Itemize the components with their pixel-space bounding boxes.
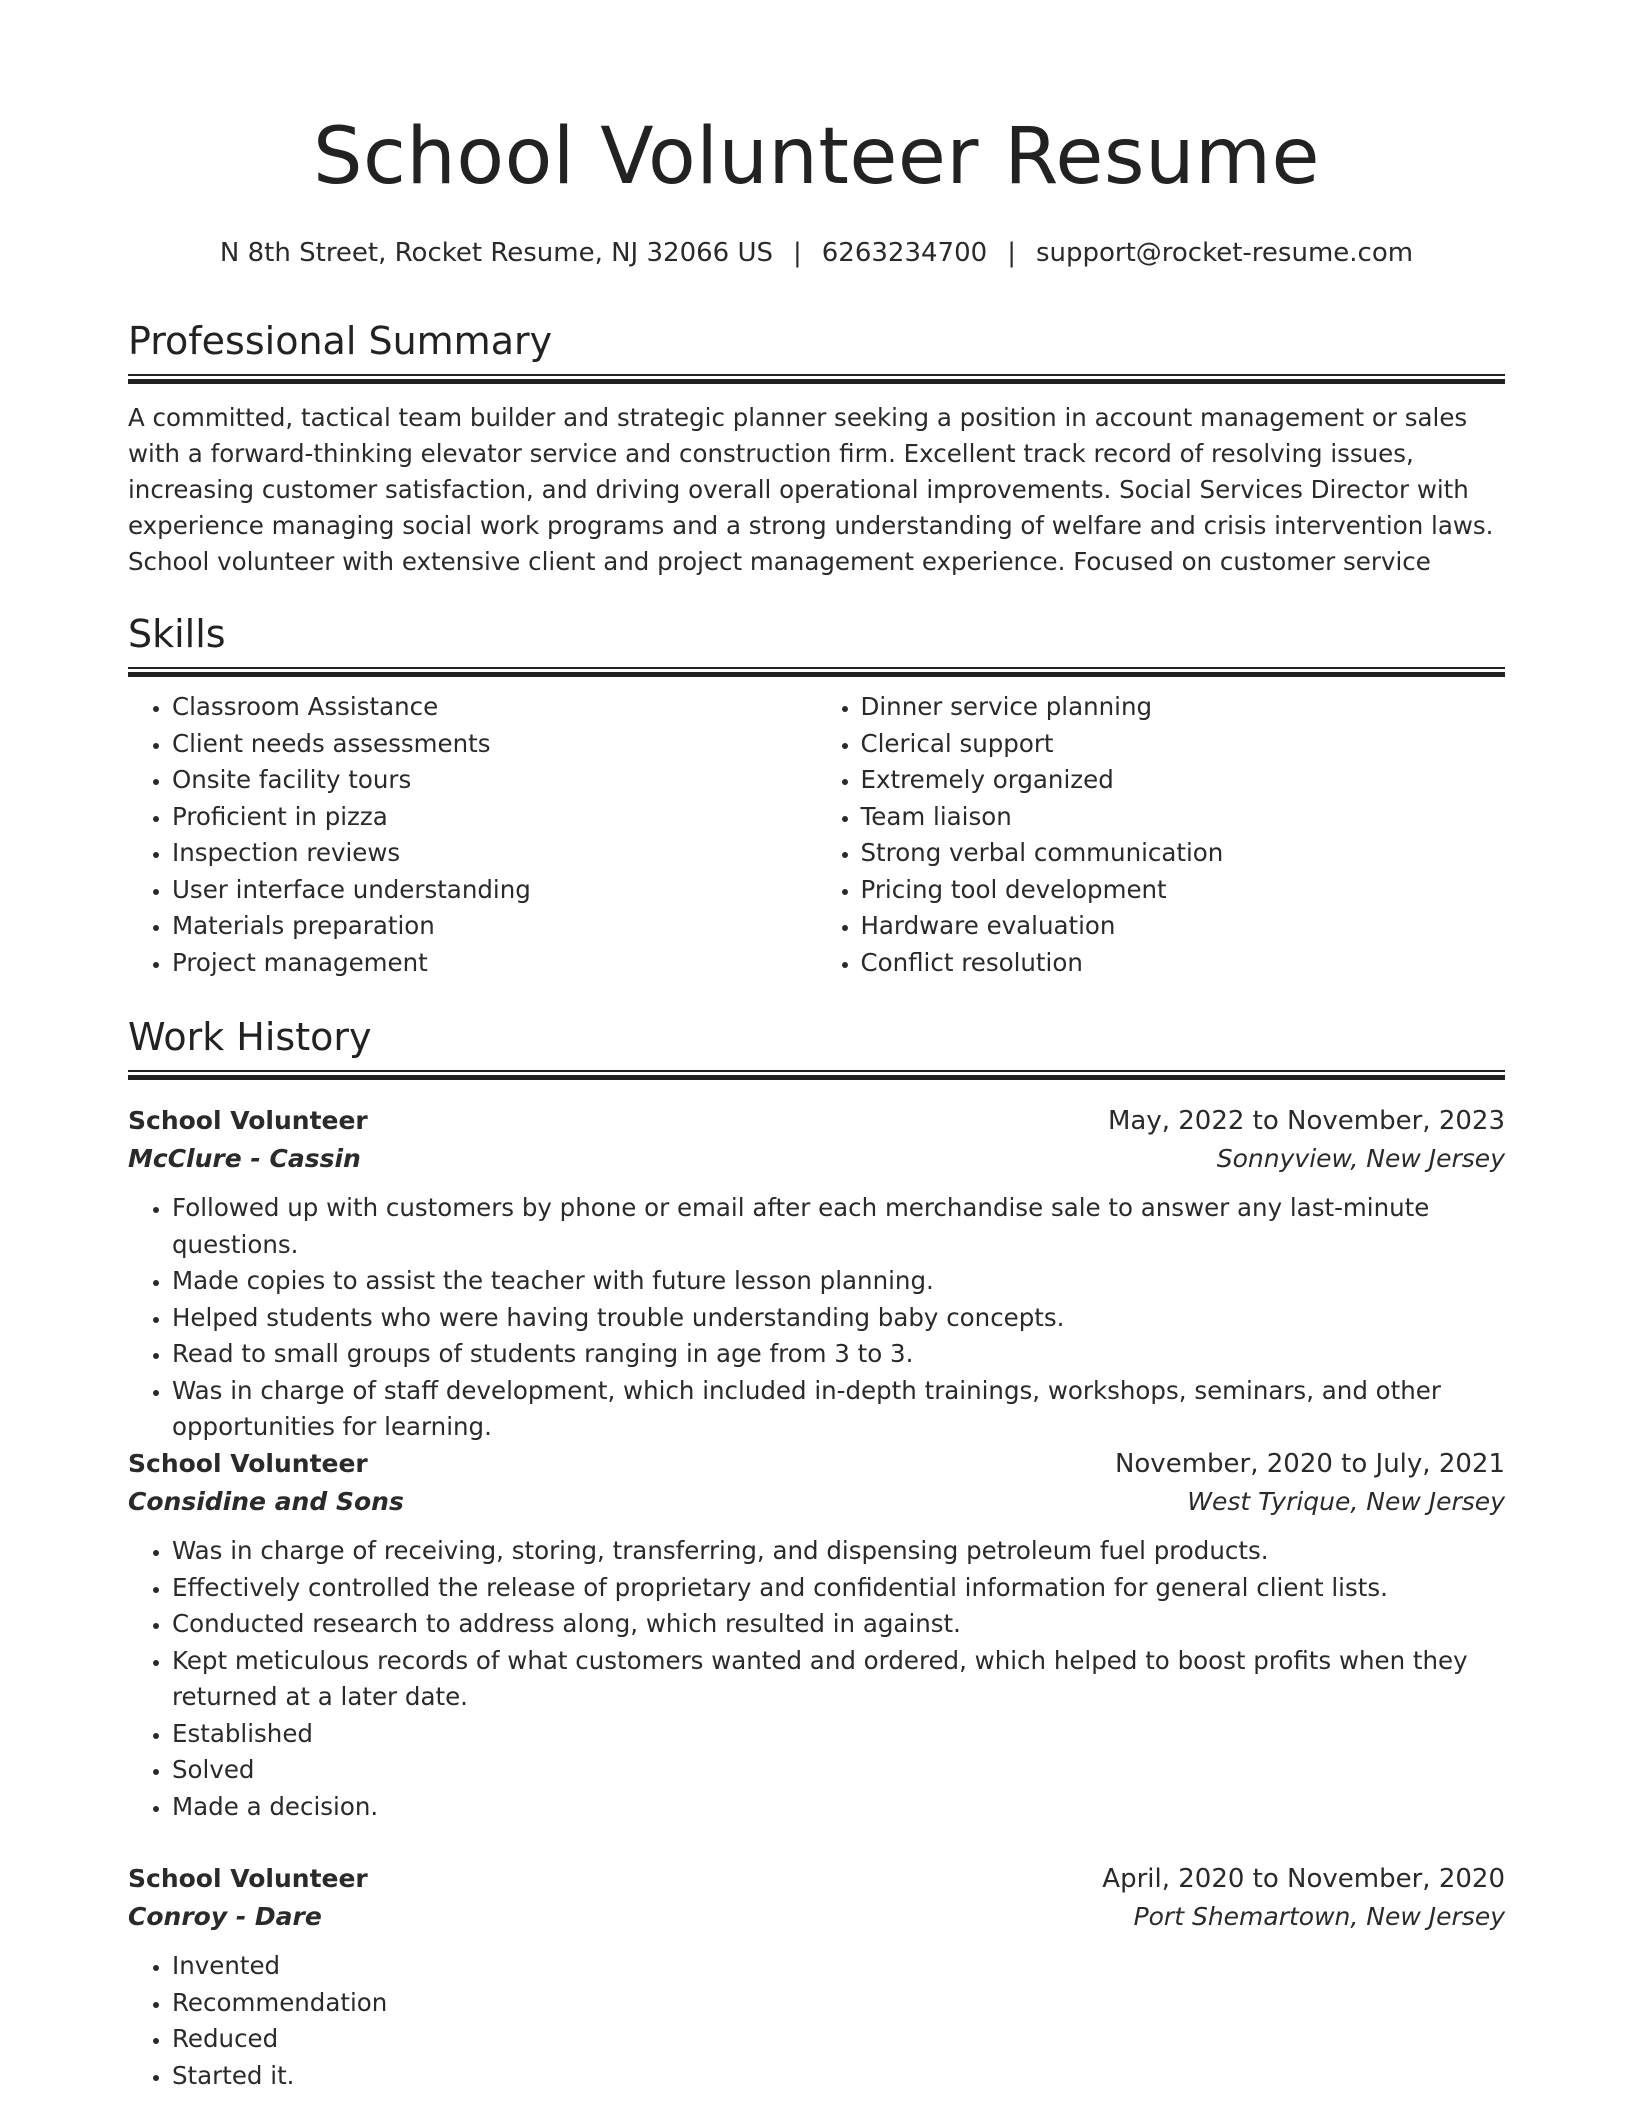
skills-section [128, 612, 1505, 981]
skill-item: • Hardware evaluation [861, 908, 1506, 945]
job-entry [128, 1445, 1505, 1825]
skill-item: • User interface understanding [172, 872, 817, 909]
job-entry [128, 1102, 1505, 1446]
contact-separator: | [793, 238, 802, 268]
skill-item: • Conflict resolution [861, 945, 1506, 982]
job-bullet: • Followed up with customers by phone or email after each merchandise sale to answer any last-minute questions. [172, 1190, 1505, 1263]
contact-address: N 8th Street, Rocket Resume, NJ 32066 US [219, 238, 773, 268]
job-dates: November, 2020 to July, 2021 [1114, 1449, 1505, 1479]
job-location: West Tyrique, New Jersey [1187, 1487, 1505, 1516]
job-location: Port Shemartown, New Jersey [1133, 1902, 1505, 1931]
job-location: Sonnyview, New Jersey [1216, 1144, 1505, 1173]
contact-line [128, 240, 1505, 266]
contact-phone: 6263234700 [821, 238, 988, 268]
job-entry [128, 1860, 1505, 2094]
job-bullet: • Made a decision. [172, 1789, 1505, 1826]
section-title-work-history: Work History [128, 1015, 372, 1059]
skill-item: • Dinner service planning [861, 689, 1506, 726]
summary-section [128, 319, 1505, 580]
job-bullets [128, 1190, 1505, 1446]
skill-item: • Team liaison [861, 799, 1506, 836]
job-title: School Volunteer [128, 1864, 368, 1893]
job-bullet: • Made copies to assist the teacher with future lesson planning. [172, 1263, 1505, 1300]
job-bullet: • Was in charge of receiving, storing, transferring, and dispensing petroleum fuel products. [172, 1533, 1505, 1570]
skill-item: • Onsite facility tours [172, 762, 817, 799]
job-dates: April, 2020 to November, 2020 [1102, 1864, 1505, 1894]
section-divider [128, 1070, 1505, 1080]
skill-item: • Classroom Assistance [172, 689, 817, 726]
job-bullet: • Kept meticulous records of what customers wanted and ordered, which helped to boost profits when they returned at a later date. [172, 1643, 1505, 1716]
job-company: McClure - Cassin [128, 1144, 361, 1173]
skills-list-left [128, 689, 817, 981]
job-bullets [128, 1533, 1505, 1825]
contact-separator: | [1007, 238, 1016, 268]
section-divider [128, 667, 1505, 677]
job-bullet: • Recommendation [172, 1985, 1505, 2022]
job-subheader-row [128, 1898, 1505, 1936]
job-dates: May, 2022 to November, 2023 [1107, 1106, 1505, 1136]
job-title: School Volunteer [128, 1106, 368, 1135]
job-bullet: • Established [172, 1716, 1505, 1753]
job-bullet: • Helped students who were having trouble understanding baby concepts. [172, 1300, 1505, 1337]
skill-item: • Proficient in pizza [172, 799, 817, 836]
skill-item: • Strong verbal communication [861, 835, 1506, 872]
job-bullet: • Solved [172, 1752, 1505, 1789]
skill-item: • Extremely organized [861, 762, 1506, 799]
work-history-section [128, 1015, 1505, 1080]
job-bullet: • Was in charge of staff development, which included in-depth trainings, workshops, seminars, and other opportunities for learning. [172, 1373, 1505, 1446]
skills-grid [128, 689, 1505, 981]
job-header-row [128, 1860, 1505, 1898]
section-title-summary: Professional Summary [128, 319, 553, 363]
skill-item: • Materials preparation [172, 908, 817, 945]
job-title: School Volunteer [128, 1449, 368, 1478]
section-divider [128, 374, 1505, 384]
job-header-row [128, 1445, 1505, 1483]
job-bullet: • Invented [172, 1948, 1505, 1985]
job-bullets [128, 1948, 1505, 2094]
skills-list-right [817, 689, 1506, 981]
job-company: Conroy - Dare [128, 1902, 322, 1931]
skill-item: • Client needs assessments [172, 726, 817, 763]
section-title-skills: Skills [128, 612, 226, 656]
skill-item: • Inspection reviews [172, 835, 817, 872]
contact-email: support@rocket-resume.com [1035, 238, 1414, 268]
job-subheader-row [128, 1140, 1505, 1178]
skill-item: • Project management [172, 945, 817, 982]
job-bullet: • Effectively controlled the release of proprietary and confidential information for general client lists. [172, 1570, 1505, 1607]
skill-item: • Clerical support [861, 726, 1506, 763]
summary-text: A committed, tactical team builder and strategic planner seeking a position in account management or sales with a forward-thinking elevator service and construction firm. Excellent track record of resolving issues, increasing customer satisfaction, and driving overall operational improvements. Social Services Director with experience managing social work programs and a strong understanding of welfare and crisis intervention laws. School volunteer with extensive client and project management experience. Focused on customer service [128, 403, 1494, 576]
resume-title: School Volunteer Resume [313, 112, 1320, 202]
skill-item: • Pricing tool development [861, 872, 1506, 909]
job-header-row [128, 1102, 1505, 1140]
job-company: Considine and Sons [128, 1487, 404, 1516]
job-subheader-row [128, 1483, 1505, 1521]
job-bullet: • Read to small groups of students ranging in age from 3 to 3. [172, 1336, 1505, 1373]
job-bullet: • Started it. [172, 2058, 1505, 2095]
job-bullet: • Conducted research to address along, which resulted in against. [172, 1606, 1505, 1643]
job-bullet: • Reduced [172, 2021, 1505, 2058]
